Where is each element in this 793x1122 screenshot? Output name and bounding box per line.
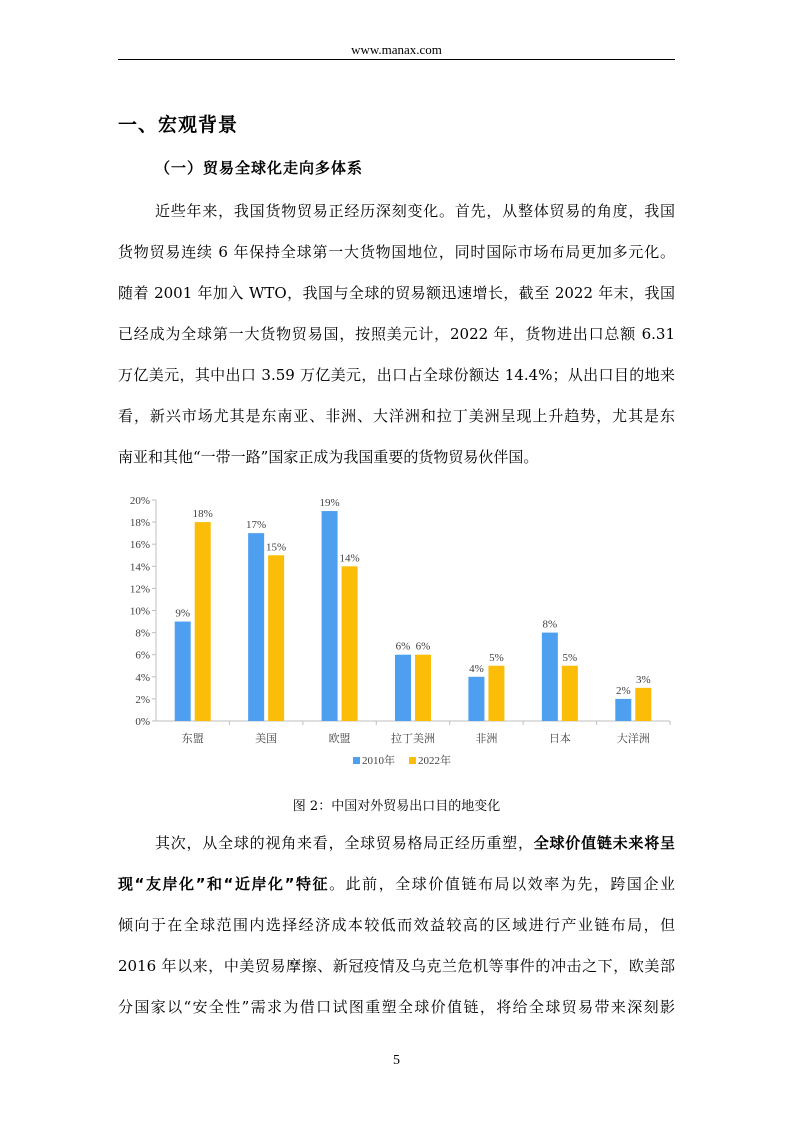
paragraph-emphasis: 现“友岸化”和“近岸化”特征	[118, 875, 330, 893]
export-destination-bar-chart	[118, 485, 678, 785]
bar	[415, 655, 431, 721]
paragraph-line: 近些年来，我国货物贸易正经历深刻变化。首先，从整体贸易的角度，我国	[155, 202, 675, 220]
bar	[468, 677, 484, 721]
data-label: 5%	[562, 651, 578, 664]
y-tick-label: 2%	[135, 693, 150, 706]
paragraph-line	[155, 831, 675, 855]
paragraph-line	[118, 872, 675, 896]
x-tick-label: 欧盟	[328, 733, 351, 745]
legend-swatch	[409, 757, 416, 764]
x-tick-label: 日本	[548, 733, 571, 745]
paragraph-line: 随着 2001 年加入 WTO，我国与全球的贸易额迅速增长，截至 2022 年末，我国	[118, 284, 675, 302]
y-tick-label: 10%	[129, 605, 150, 618]
header-divider	[118, 59, 675, 60]
bar	[248, 533, 264, 721]
x-tick-label: 拉丁美洲	[391, 733, 435, 745]
data-label: 4%	[469, 662, 484, 675]
page-number: 5	[393, 1053, 400, 1068]
bar	[488, 666, 504, 721]
bar	[635, 688, 651, 721]
bar	[395, 655, 411, 721]
data-label: 5%	[489, 651, 504, 664]
figure-caption: 图 2：中国对外贸易出口目的地变化	[292, 799, 501, 814]
bar	[322, 511, 338, 721]
section-title: 一、宏观背景	[118, 114, 239, 136]
bar	[562, 666, 578, 721]
y-tick-label: 18%	[129, 517, 150, 530]
data-label: 8%	[542, 618, 558, 631]
bar	[615, 699, 631, 721]
header-url: www.manax.com	[351, 42, 442, 57]
paragraph-line: 已经成为全球第一大货物贸易国，按照美元计，2022 年，货物进出口总额 6.31	[118, 325, 675, 343]
bar	[195, 522, 211, 721]
legend-label: 2022年	[418, 755, 451, 767]
y-tick-label: 4%	[135, 671, 150, 684]
paragraph-line: 倾向于在全球范围内选择经济成本较低而效益较高的区域进行产业链布局，但	[118, 916, 675, 934]
paragraph-text: 。此前，全球价值链布局以效率为先，跨国企业	[329, 875, 675, 893]
bar	[342, 566, 358, 721]
paragraph-line: 看，新兴市场尤其是东南亚、非洲、大洋洲和拉丁美洲呈现上升趋势，尤其是东	[118, 407, 675, 425]
paragraph-line: 2016 年以来，中美贸易摩擦、新冠疫情及乌克兰危机等事件的冲击之下，欧美部	[118, 957, 675, 975]
paragraph-text: 其次，从全球的视角来看，全球贸易格局正经历重塑，	[155, 834, 534, 852]
data-label: 19%	[319, 497, 340, 510]
legend-swatch	[353, 757, 360, 764]
subsection-title: （一）贸易全球化走向多体系	[155, 159, 364, 177]
paragraph-line: 货物贸易连续 6 年保持全球第一大货物国地位，同时国际市场布局更加多元化。	[118, 243, 675, 261]
paragraph-line: 南亚和其他“一带一路”国家正成为我国重要的货物贸易伙伴国。	[118, 448, 539, 466]
data-label: 18%	[192, 508, 213, 521]
data-label: 6%	[415, 640, 431, 653]
data-label: 6%	[395, 640, 411, 653]
data-label: 3%	[635, 673, 651, 686]
paragraph-emphasis: 全球价值链未来将呈	[533, 834, 675, 852]
x-tick-label: 美国	[255, 733, 278, 745]
data-label: 17%	[246, 519, 267, 532]
y-tick-label: 12%	[129, 583, 150, 596]
data-label: 9%	[175, 607, 191, 620]
x-tick-label: 非洲	[475, 733, 498, 745]
y-tick-label: 6%	[135, 649, 150, 662]
paragraph-line: 分国家以“安全性”需求为借口试图重塑全球价值链，将给全球贸易带来深刻影	[118, 998, 675, 1016]
y-tick-label: 16%	[129, 539, 150, 552]
bar	[542, 633, 558, 721]
data-label: 2%	[615, 684, 631, 697]
y-tick-label: 0%	[135, 716, 150, 728]
y-tick-label: 14%	[129, 561, 150, 574]
data-label: 15%	[266, 541, 287, 554]
y-tick-label: 20%	[129, 495, 150, 507]
x-tick-label: 东盟	[181, 733, 204, 745]
x-tick-label: 大洋洲	[616, 733, 650, 745]
legend-label: 2010年	[362, 755, 395, 767]
bar	[268, 555, 284, 721]
paragraph-line: 万亿美元，其中出口 3.59 万亿美元，出口占全球份额达 14.4%；从出口目的地来	[118, 366, 675, 384]
bar	[175, 622, 191, 721]
data-label: 14%	[339, 552, 360, 565]
y-tick-label: 8%	[135, 627, 150, 640]
